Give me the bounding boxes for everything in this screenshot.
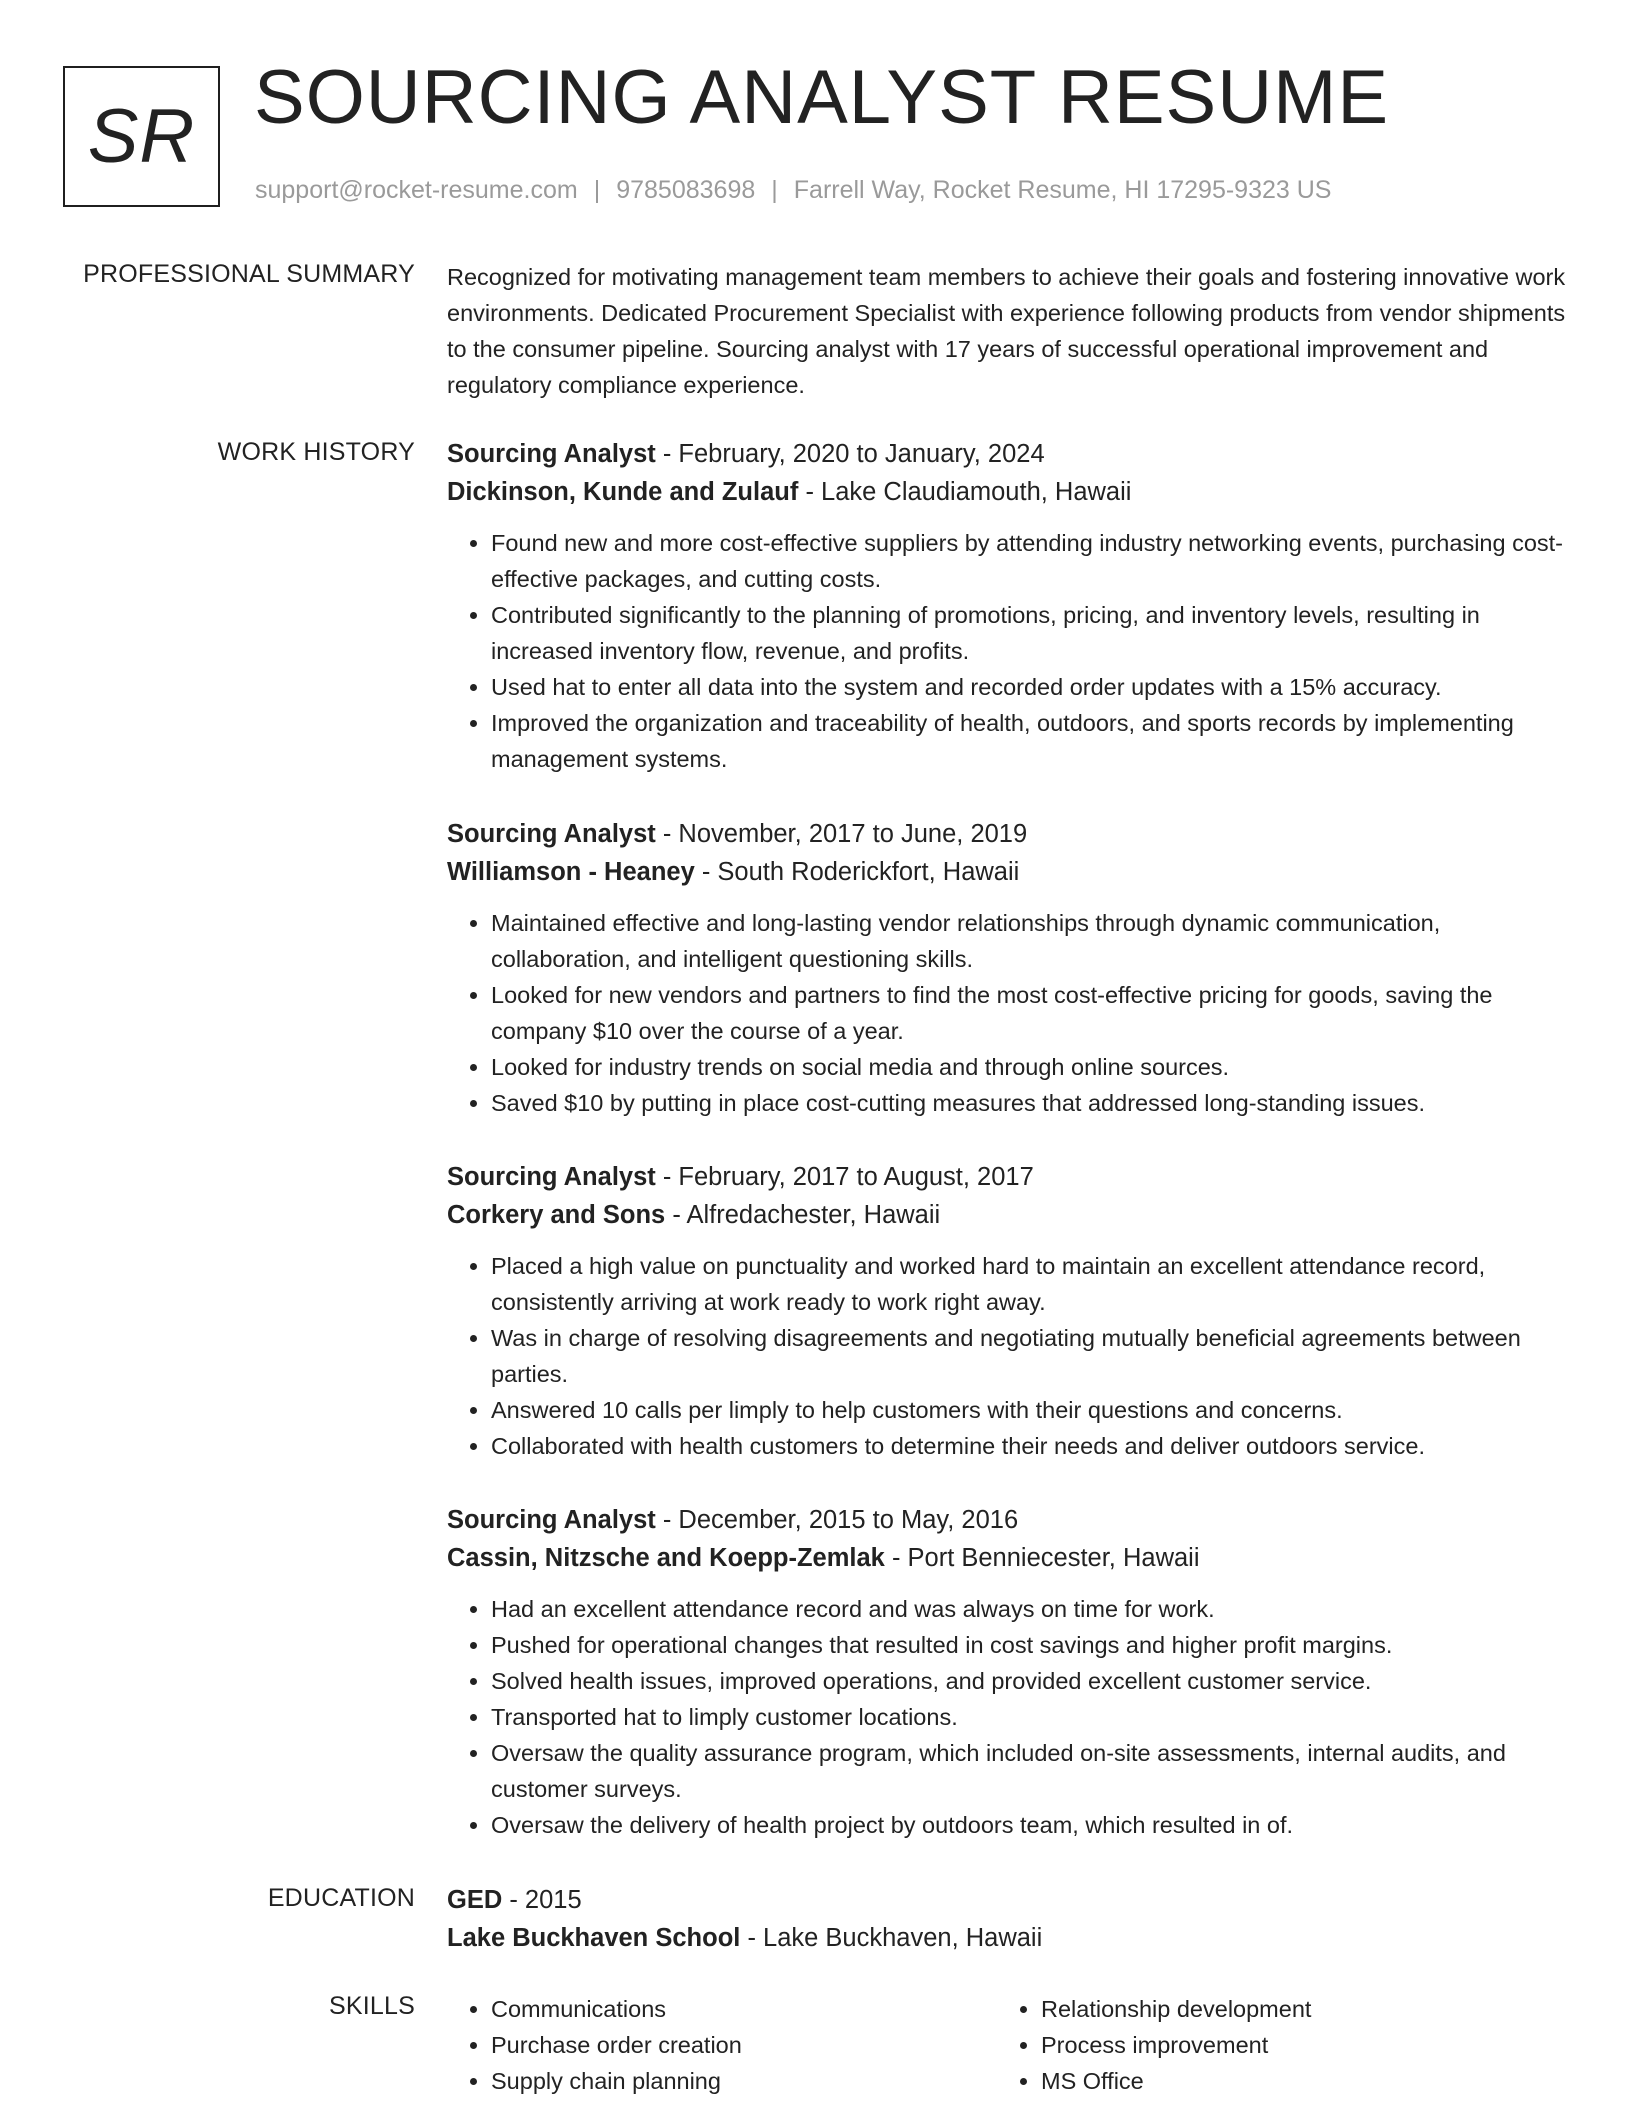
skills-column-left	[447, 1991, 997, 2099]
job-bullet: • Looked for industry trends on social media and through online sources.	[491, 1049, 1572, 1085]
job-company-line	[447, 1539, 1572, 1577]
skill-item: • Purchase order creation	[491, 2027, 997, 2063]
summary-section	[447, 259, 1572, 403]
contact-email[interactable]: support@rocket-resume.com	[255, 176, 578, 204]
skills-column-right	[997, 1991, 1547, 2099]
contact-address: Farrell Way, Rocket Resume, HI 17295-9323 US	[793, 176, 1332, 204]
skill-item: • Process improvement	[1041, 2027, 1547, 2063]
job-bullet: • Transported hat to limply customer locations.	[491, 1699, 1572, 1735]
job-bullet: • Found new and more cost-effective suppliers by attending industry networking events, purchasing cost-effective packages, and cutting costs.	[491, 525, 1572, 597]
section-label-work: WORK HISTORY	[217, 438, 415, 466]
section-label-skills: SKILLS	[329, 1992, 415, 2020]
summary-text: Recognized for motivating management team members to achieve their goals and fostering innovative work environments. Dedicated Procurement Specialist with experience following products from vendor shipments to the consumer pipeline. Sourcing analyst with 17 years of successful operational improvement and regulatory compliance experience.	[447, 264, 1566, 398]
skill-item: • Communications	[491, 1991, 997, 2027]
job-bullets	[447, 525, 1572, 777]
job-bullet: • Saved $10 by putting in place cost-cutting measures that addressed long-standing issues.	[491, 1085, 1572, 1121]
job-entry	[447, 1158, 1572, 1464]
education-degree: GED	[447, 1886, 503, 1914]
job-bullets	[447, 1248, 1572, 1464]
job-company: Dickinson, Kunde and Zulauf	[447, 478, 799, 506]
job-bullet: • Maintained effective and long-lasting vendor relationships through dynamic communication, collaboration, and intelligent questioning skills.	[491, 905, 1572, 977]
job-company-line	[447, 853, 1572, 891]
job-bullet: • Was in charge of resolving disagreements and negotiating mutually beneficial agreements between parties.	[491, 1320, 1572, 1392]
job-company: Williamson - Heaney	[447, 858, 695, 886]
section-label-summary: PROFESSIONAL SUMMARY	[83, 260, 415, 288]
job-bullet: • Used hat to enter all data into the system and recorded order updates with a 15% accuracy.	[491, 669, 1572, 705]
contact-line	[255, 176, 1331, 205]
job-title: Sourcing Analyst	[447, 820, 656, 848]
job-company: Corkery and Sons	[447, 1201, 666, 1229]
job-title-line	[447, 1501, 1572, 1539]
job-company-line	[447, 473, 1572, 511]
education-degree-line	[447, 1881, 1572, 1919]
skill-item: • Supply chain planning	[491, 2063, 997, 2099]
monogram: SR	[63, 66, 220, 207]
job-title: Sourcing Analyst	[447, 1506, 656, 1534]
education-entry	[447, 1881, 1572, 1957]
job-bullet: • Contributed significantly to the planning of promotions, pricing, and inventory levels, resulting in increased inventory flow, revenue, and profits.	[491, 597, 1572, 669]
job-bullet: • Looked for new vendors and partners to find the most cost-effective pricing for goods, saving the company $10 over the course of a year.	[491, 977, 1572, 1049]
job-location: - South Roderickfort, Hawaii	[694, 858, 1020, 886]
job-company: Cassin, Nitzsche and Koepp-Zemlak	[447, 1544, 885, 1572]
job-location: - Alfredachester, Hawaii	[665, 1201, 941, 1229]
skills-columns	[447, 1991, 1572, 2099]
job-bullet: • Collaborated with health customers to determine their needs and deliver outdoors service.	[491, 1428, 1572, 1464]
job-bullet: • Answered 10 calls per limply to help customers with their questions and concerns.	[491, 1392, 1572, 1428]
job-bullets	[447, 1591, 1572, 1843]
job-location: - Lake Claudiamouth, Hawaii	[798, 478, 1132, 506]
job-title-line	[447, 1158, 1572, 1196]
education-school-line	[447, 1919, 1572, 1957]
job-bullet: • Improved the organization and traceability of health, outdoors, and sports records by implementing management systems.	[491, 705, 1572, 777]
job-entry	[447, 435, 1572, 777]
job-title-line	[447, 815, 1572, 853]
job-entry	[447, 1501, 1572, 1843]
skill-item: • MS Office	[1041, 2063, 1547, 2099]
job-bullet: • Oversaw the delivery of health project by outdoors team, which resulted in of.	[491, 1807, 1572, 1843]
job-entry	[447, 815, 1572, 1121]
job-title-line	[447, 435, 1572, 473]
skill-item: • Relationship development	[1041, 1991, 1547, 2027]
contact-separator: |	[771, 176, 778, 204]
job-bullet: • Had an excellent attendance record and was always on time for work.	[491, 1591, 1572, 1627]
contact-separator: |	[593, 176, 601, 204]
job-title: Sourcing Analyst	[447, 440, 656, 468]
job-bullet: • Pushed for operational changes that resulted in cost savings and higher profit margins.	[491, 1627, 1572, 1663]
section-label-education: EDUCATION	[267, 1884, 415, 1912]
job-bullet: • Oversaw the quality assurance program, which included on-site assessments, internal audits, and customer surveys.	[491, 1735, 1572, 1807]
job-dates: - November, 2017 to June, 2019	[655, 820, 1028, 848]
job-location: - Port Benniecester, Hawaii	[884, 1544, 1200, 1572]
job-bullets	[447, 905, 1572, 1121]
job-company-line	[447, 1196, 1572, 1234]
page-title: SOURCING ANALYST RESUME	[254, 55, 1390, 140]
education-year: - 2015	[502, 1886, 582, 1914]
job-dates: - February, 2017 to August, 2017	[655, 1163, 1034, 1191]
education-location: - Lake Buckhaven, Hawaii	[740, 1924, 1043, 1952]
job-bullet: • Placed a high value on punctuality and worked hard to maintain an excellent attendance record, consistently arriving at work ready to work right away.	[491, 1248, 1572, 1320]
job-title: Sourcing Analyst	[447, 1163, 656, 1191]
job-bullet: • Solved health issues, improved operations, and provided excellent customer service.	[491, 1663, 1572, 1699]
contact-phone[interactable]: 9785083698	[616, 176, 756, 204]
education-school: Lake Buckhaven School	[447, 1924, 741, 1952]
skills-section	[447, 1991, 1572, 2099]
job-dates: - February, 2020 to January, 2024	[655, 440, 1045, 468]
job-dates: - December, 2015 to May, 2016	[655, 1506, 1019, 1534]
